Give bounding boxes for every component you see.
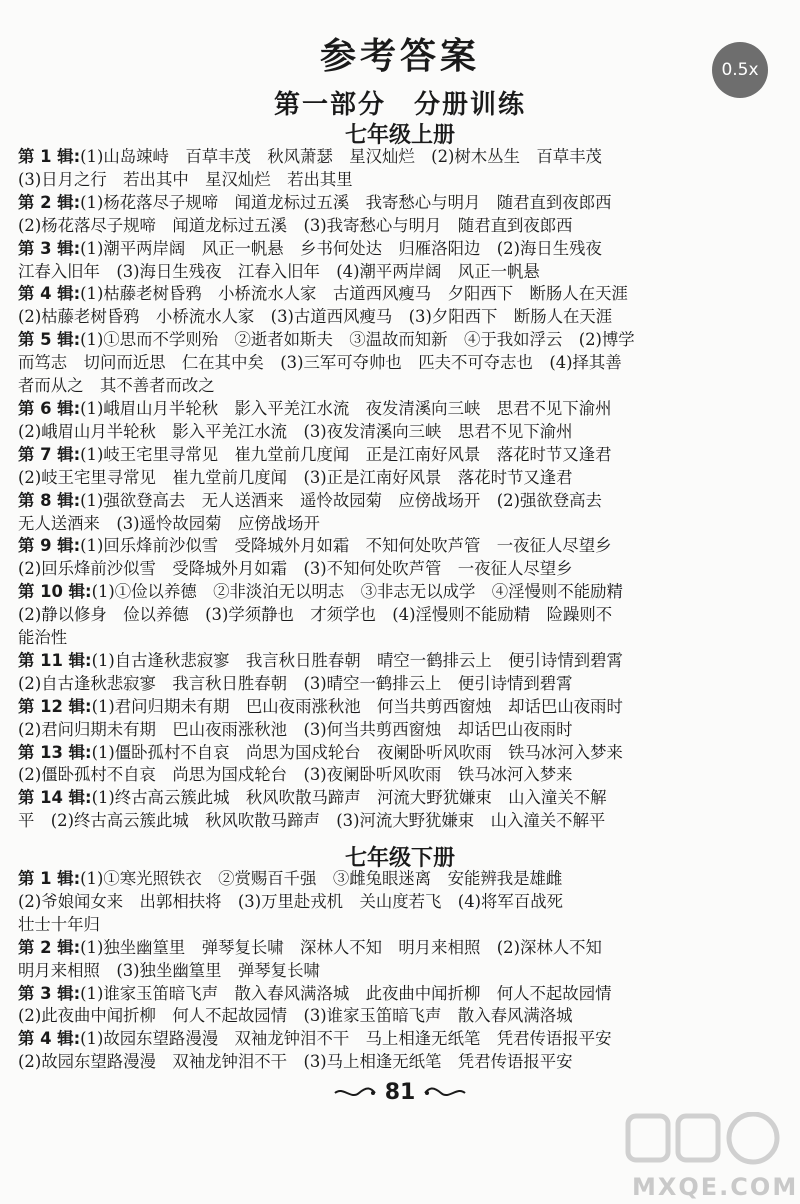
- answer-line: [18, 375, 788, 398]
- answer-line: [18, 891, 788, 914]
- answer-text: 壮士十年归: [18, 914, 100, 934]
- answer-text: (2)此夜曲中闻折柳 何人不起故园情 (3)谁家玉笛暗飞声 散入春风满洛城: [18, 1006, 573, 1026]
- answer-entry: [18, 937, 788, 983]
- entry-label: 第 13 辑:: [18, 742, 92, 762]
- answer-text: (1)独坐幽篁里 弹琴复长啸 深林人不知 明月来相照 (2)深林人不知: [80, 937, 602, 957]
- right-ornament-icon: [423, 1086, 467, 1100]
- answer-entry: [18, 983, 788, 1029]
- answer-text: (2)自古逢秋悲寂寥 我言秋日胜春朝 (3)晴空一鹤排云上 便引诗情到碧霄: [18, 673, 573, 693]
- entry-label: 第 8 辑:: [18, 490, 81, 510]
- answer-text: (1)潮平两岸阔 风正一帆悬 乡书何处达 归雁洛阳边 (2)海日生残夜: [80, 238, 602, 258]
- answer-line: [18, 787, 788, 810]
- answer-line: [18, 914, 788, 937]
- answer-text: (1)杨花落尽子规啼 闻道龙标过五溪 我寄愁心与明月 随君直到夜郎西: [80, 192, 612, 212]
- entry-label: 第 5 辑:: [18, 330, 81, 350]
- answer-text: (1)君问归期未有期 巴山夜雨涨秋池 何当共剪西窗烛 却话巴山夜雨时: [91, 696, 623, 716]
- answer-line: [18, 490, 788, 513]
- answer-line: [18, 764, 788, 787]
- answer-line: [18, 696, 788, 719]
- answer-text: (2)岐王宅里寻常见 崔九堂前几度闻 (3)正是江南好风景 落花时节又逢君: [18, 467, 573, 487]
- watermark-text: MXQE.COM: [632, 1173, 799, 1201]
- answer-line: [18, 398, 788, 421]
- answer-line: [18, 352, 788, 375]
- answer-text: (3)日月之行 若出其中 星汉灿烂 若出其里: [18, 169, 353, 189]
- entry-label: 第 4 辑:: [18, 284, 81, 304]
- answer-text: 江春入旧年 (3)海日生残夜 江春入旧年 (4)潮平两岸阔 风正一帆悬: [18, 261, 540, 281]
- answer-line: [18, 558, 788, 581]
- answer-text: (1)山岛竦峙 百草丰茂 秋风萧瑟 星汉灿烂 (2)树木丛生 百草丰茂: [80, 147, 602, 166]
- part-title: 第一部分 分册训练: [273, 90, 526, 120]
- answer-text: 平 (2)终古高云簇此城 秋风吹散马蹄声 (3)河流大野犹嫌束 山入潼关不解平: [18, 811, 606, 831]
- answer-line: [18, 329, 788, 352]
- answer-text: (2)爷娘闻女来 出郭相扶将 (3)万里赴戎机 关山度若飞 (4)将军百战死: [18, 891, 563, 911]
- section-heading-1: 七年级上册: [344, 123, 455, 148]
- entry-label: 第 1 辑:: [18, 147, 81, 166]
- answer-entry: [18, 490, 788, 536]
- entry-label: 第 1 辑:: [18, 869, 81, 888]
- answer-entry: [18, 650, 788, 696]
- answer-entry: [18, 283, 788, 329]
- answer-text: (1)强欲登高去 无人送酒来 遥怜故园菊 应傍战场开 (2)强欲登高去: [80, 490, 602, 510]
- answer-line: [18, 742, 788, 765]
- section-entries-1: [18, 146, 788, 833]
- answer-text: (1)①思而不学则殆 ②逝者如斯夫 ③温故而知新 ④于我如浮云 (2)博学: [80, 330, 635, 350]
- answer-text: (2)君问归期未有期 巴山夜雨涨秋池 (3)何当共剪西窗烛 却话巴山夜雨时: [18, 719, 573, 739]
- entry-label: 第 7 辑:: [18, 444, 81, 464]
- answer-line: [18, 215, 788, 238]
- answer-line: [18, 673, 788, 696]
- answer-line: [18, 650, 788, 673]
- answer-text: (2)僵卧孤村不自哀 尚思为国戍轮台 (3)夜阑卧听风吹雨 铁马冰河入梦来: [18, 765, 573, 785]
- answer-line: [18, 421, 788, 444]
- answer-entry: [18, 192, 788, 238]
- answer-entry: [18, 444, 788, 490]
- answer-text: (2)峨眉山月半轮秋 影入平羌江水流 (3)夜发清溪向三峡 思君不见下渝州: [18, 421, 573, 441]
- answer-line: [18, 146, 788, 169]
- answer-text: 无人送酒来 (3)遥怜故园菊 应傍战场开: [18, 513, 320, 533]
- answer-text: (2)枯藤老树昏鸦 小桥流水人家 (3)古道西风瘦马 (3)夕阳西下 断肠人在天涯: [18, 307, 613, 327]
- answer-text: (2)故园东望路漫漫 双袖龙钟泪不干 (3)马上相逢无纸笔 凭君传语报平安: [18, 1052, 573, 1072]
- answer-line: [18, 169, 788, 192]
- entry-label: 第 4 辑:: [18, 1029, 81, 1049]
- answer-line: [18, 810, 788, 833]
- answer-line: [18, 1028, 788, 1051]
- answer-entry: [18, 535, 788, 581]
- answer-line: [18, 261, 788, 284]
- section-entries-2: [18, 868, 788, 1074]
- entry-label: 第 3 辑:: [18, 983, 81, 1003]
- page-number-text: 81: [384, 1080, 416, 1105]
- answer-text: (2)回乐烽前沙似雪 受降城外月如霜 (3)不知何处吹芦管 一夜征人尽望乡: [18, 559, 573, 579]
- answer-text: (1)枯藤老树昏鸦 小桥流水人家 古道西风瘦马 夕阳西下 断肠人在天涯: [80, 284, 628, 304]
- zoom-level-button[interactable]: 0.5x: [712, 42, 768, 98]
- answer-line: [18, 1005, 788, 1028]
- answer-text: (1)谁家玉笛暗飞声 散入春风满洛城 此夜曲中闻折柳 何人不起故园情: [80, 983, 612, 1003]
- answer-text: (1)僵卧孤村不自哀 尚思为国戍轮台 夜阑卧听风吹雨 铁马冰河入梦来: [91, 742, 623, 762]
- entry-label: 第 2 辑:: [18, 192, 81, 212]
- answer-text: 能治性: [18, 628, 68, 648]
- entry-label: 第 3 辑:: [18, 238, 81, 258]
- answer-line: [18, 283, 788, 306]
- answer-text: (1)自古逢秋悲寂寥 我言秋日胜春朝 晴空一鹤排云上 便引诗情到碧霄: [91, 650, 623, 670]
- answer-text: 明月来相照 (3)独坐幽篁里 弹琴复长啸: [18, 960, 320, 980]
- answer-line: [18, 513, 788, 536]
- entry-label: 第 11 辑:: [18, 650, 92, 670]
- answer-text: (1)终古高云簇此城 秋风吹散马蹄声 河流大野犹嫌束 山入潼关不解: [91, 788, 607, 808]
- entry-label: 第 2 辑:: [18, 937, 81, 957]
- answer-line: [18, 192, 788, 215]
- answer-line: [18, 627, 788, 650]
- answer-text: 者而从之 其不善者而改之: [18, 376, 215, 396]
- answer-entry: [18, 787, 788, 833]
- answer-entry: [18, 581, 788, 650]
- answer-text: (1)峨眉山月半轮秋 影入平羌江水流 夜发清溪向三峡 思君不见下渝州: [80, 398, 612, 418]
- answer-line: [18, 467, 788, 490]
- answer-text: (1)①俭以养德 ②非淡泊无以明志 ③非志无以成学 ④淫慢则不能励精: [91, 582, 623, 602]
- page-number: [0, 1080, 800, 1105]
- entry-label: 第 9 辑:: [18, 536, 81, 556]
- answer-text: (2)静以修身 俭以养德 (3)学须静也 才须学也 (4)淫慢则不能励精 险躁则不: [18, 605, 613, 625]
- answer-line: [18, 535, 788, 558]
- left-ornament-icon: [333, 1086, 377, 1100]
- answer-entry: [18, 398, 788, 444]
- answer-entry: [18, 146, 788, 192]
- entry-label: 第 12 辑:: [18, 696, 92, 716]
- answer-text: (1)回乐烽前沙似雪 受降城外月如霜 不知何处吹芦管 一夜征人尽望乡: [80, 536, 612, 556]
- answer-line: [18, 719, 788, 742]
- answer-entry: [18, 1028, 788, 1074]
- answer-line: [18, 581, 788, 604]
- answer-text: (1)岐王宅里寻常见 崔九堂前几度闻 正是江南好风景 落花时节又逢君: [80, 444, 612, 464]
- section-heading-2: 七年级下册: [344, 846, 455, 871]
- answer-text: 而笃志 切问而近思 仁在其中矣 (3)三军可夺帅也 匹夫不可夺志也 (4)择其善: [18, 353, 622, 373]
- answer-line: [18, 868, 788, 891]
- answer-entry: [18, 329, 788, 398]
- entry-label: 第 10 辑:: [18, 582, 92, 602]
- answer-line: [18, 983, 788, 1006]
- answer-text: (2)杨花落尽子规啼 闻道龙标过五溪 (3)我寄愁心与明月 随君直到夜郎西: [18, 215, 573, 235]
- answer-line: [18, 306, 788, 329]
- answer-line: [18, 960, 788, 983]
- answer-entry: [18, 696, 788, 742]
- entry-label: 第 14 辑:: [18, 788, 92, 808]
- answer-line: [18, 444, 788, 467]
- answer-line: [18, 604, 788, 627]
- answer-entry: [18, 238, 788, 284]
- answer-line: [18, 1051, 788, 1074]
- page-title: 参考答案: [319, 36, 480, 77]
- entry-label: 第 6 辑:: [18, 398, 81, 418]
- answer-text: (1)故园东望路漫漫 双袖龙钟泪不干 马上相逢无纸笔 凭君传语报平安: [80, 1029, 612, 1049]
- answer-line: [18, 238, 788, 261]
- answer-text: (1)①寒光照铁衣 ②赏赐百千强 ③雌兔眼迷离 安能辨我是雄雌: [80, 869, 563, 888]
- answer-line: [18, 937, 788, 960]
- answer-entry: [18, 742, 788, 788]
- answer-entry: [18, 868, 788, 937]
